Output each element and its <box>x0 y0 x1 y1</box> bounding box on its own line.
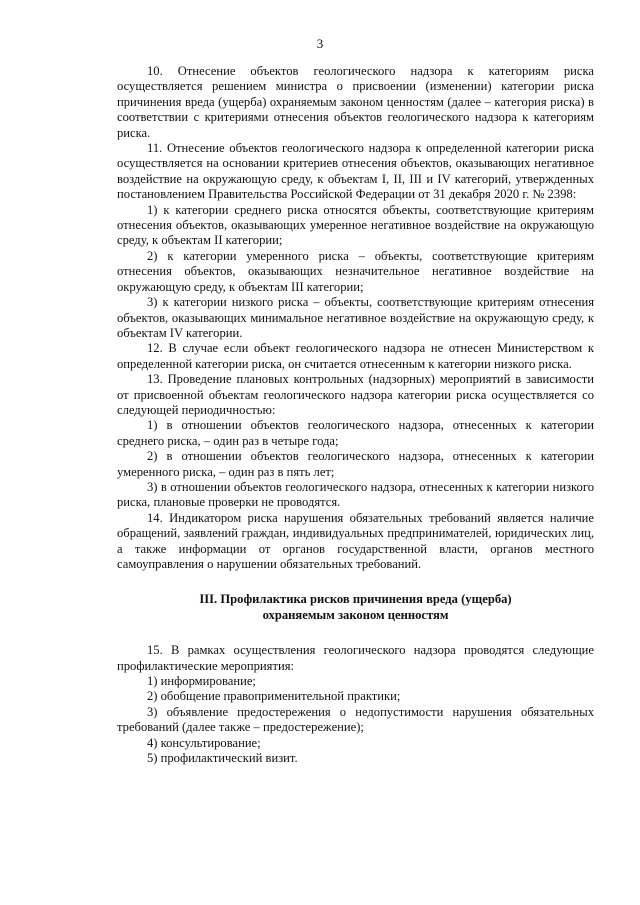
list-item-informing: 1) информирование; <box>147 674 256 689</box>
section-heading-line-2: охраняемым законом ценностям <box>262 607 449 622</box>
list-item-period-low: 3) в отношении объектов геологического надзора, отнесенных к категории низкого риска, плановые проверки не проводятся. <box>117 479 594 510</box>
page-number: 3 <box>316 36 324 51</box>
list-item-preventive-visit: 5) профилактический визит. <box>147 751 298 766</box>
list-item-period-moderate: 2) в отношении объектов геологического надзора, отнесенных к категории умеренного риска, – один раз в пять лет; <box>117 449 594 479</box>
list-item-low-risk: 3) к категории низкого риска – объекты, соответствующие критериям отнесения объектов, оказывающих минимальное негативное воздействие на окружающую среду, к объектам IV категории. <box>117 295 594 340</box>
paragraph-11: 11. Отнесение объектов геологического надзора к определенной категории риска осуществляется на основании критериев отнесения объектов, оказывающих негативное воздействие на окружающую среду, к объектам I, II, III и IV категорий, утвержденных постановлением Правительства Российской Федерации от 31 декабря 2020 г. № 2398: <box>117 141 594 202</box>
section-heading-line-1: III. Профилактика рисков причинения вреда (ущерба) <box>199 592 512 607</box>
list-item-warning: 3) объявление предостережения о недопустимости нарушения обязательных требований (далее также – предостережение); <box>117 704 594 735</box>
section-heading <box>117 592 594 623</box>
list-item-moderate-risk: 2) к категории умеренного риска – объекты, соответствующие критериям отнесения объектов, оказывающих незначительное негативное воздействие на окружающую среду, к объектам III категории; <box>117 248 594 294</box>
list-item-practice-summary: 2) обобщение правоприменительной практики; <box>147 689 401 704</box>
paragraph-14: 14. Индикатором риска нарушения обязательных требований является наличие обращений, заявлений граждан, индивидуальных предпринимателей, юридических лиц, а также информации от органов государственной власти, органов местного самоуправления о нарушении обязательных требований. <box>117 510 594 571</box>
document-body <box>117 64 594 766</box>
paragraph-13: 13. Проведение плановых контрольных (надзорных) мероприятий в зависимости от присвоенной объектам геологического надзора категории риска осуществляется со следующей периодичностью: <box>117 372 594 417</box>
paragraph-15: 15. В рамках осуществления геологического надзора проводятся следующие профилактические мероприятия: <box>117 643 594 673</box>
paragraph-12: 12. В случае если объект геологического надзора не отнесен Министерством к определенной категории риска, он считается отнесенным к категории низкого риска. <box>117 341 594 371</box>
paragraph-10: 10. Отнесение объектов геологического надзора к категориям риска осуществляется решением министра о присвоении (изменении) категории риска причинения вреда (ущерба) охраняемым законом ценностям (далее – категория риска) в соответствии с критериями отнесения объектов геологического надзора к категориям риска. <box>117 64 594 140</box>
list-item-consulting: 4) консультирование; <box>147 735 261 750</box>
list-item-medium-risk: 1) к категории среднего риска относятся объекты, соответствующие критериям отнесения объектов, оказывающих умеренное негативное воздействие на окружающую среду, к объектам II категории; <box>117 202 594 248</box>
list-item-period-medium: 1) в отношении объектов геологического надзора, отнесенных к категории среднего риска, – один раз в четыре года; <box>117 418 594 448</box>
